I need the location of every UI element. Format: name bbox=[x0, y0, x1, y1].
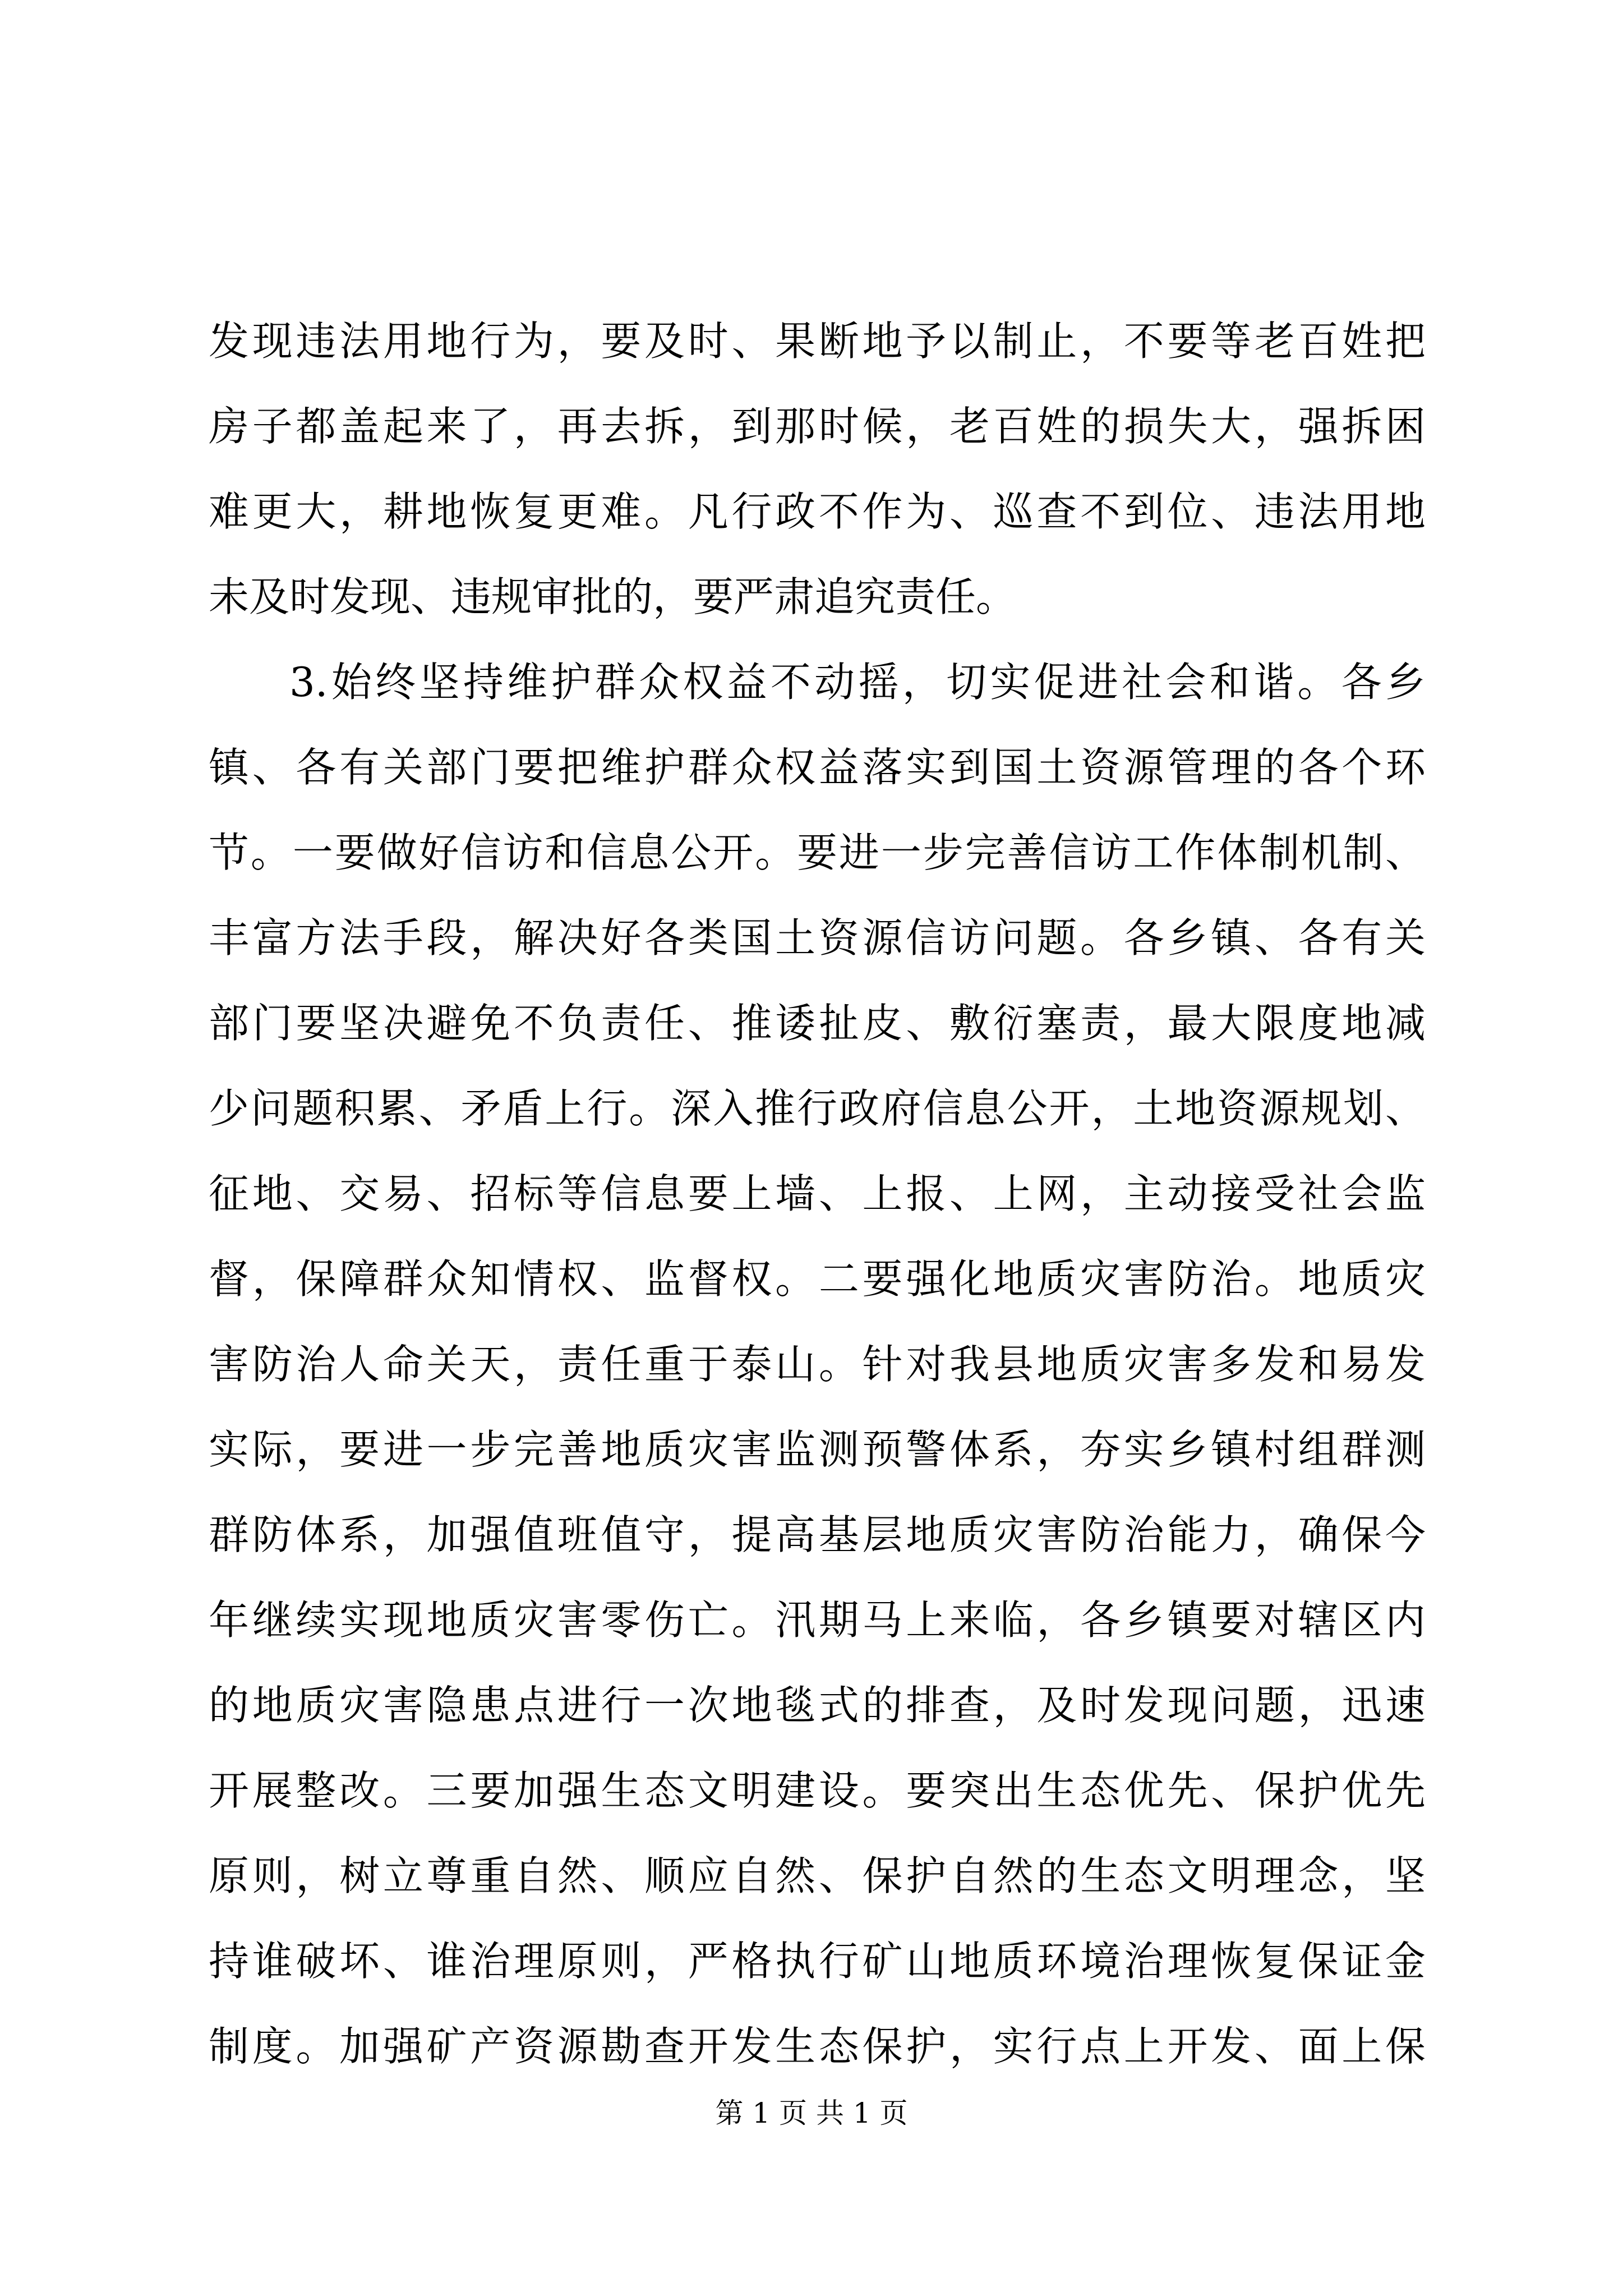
page-footer bbox=[0, 2093, 1623, 2133]
text-line: 原则，树立尊重自然、顺应自然、保护自然的生态文明理念，坚 bbox=[209, 1852, 1426, 1899]
text-line: 难更大，耕地恢复更难。凡行政不作为、巡查不到位、违法用地 bbox=[209, 488, 1426, 535]
text-line: 部门要坚决避免不负责任、推诿扯皮、敷衍塞责，最大限度地减 bbox=[209, 1000, 1426, 1047]
text-line: 少问题积累、矛盾上行。深入推行政府信息公开，土地资源规划、 bbox=[209, 1085, 1426, 1132]
text-line: 持谁破坏、谁治理原则，严格执行矿山地质环境治理恢复保证金 bbox=[209, 1938, 1426, 1985]
text-line: 开展整改。三要加强生态文明建设。要突出生态优先、保护优先 bbox=[209, 1767, 1426, 1814]
text-line: 制度。加强矿产资源勘查开发生态保护，实行点上开发、面上保 bbox=[209, 2023, 1426, 2070]
text-line: 征地、交易、招标等信息要上墙、上报、上网，主动接受社会监 bbox=[209, 1170, 1426, 1217]
text-line: 害防治人命关天，责任重于泰山。针对我县地质灾害多发和易发 bbox=[209, 1341, 1426, 1388]
text-line: 实际，要进一步完善地质灾害监测预警体系，夯实乡镇村组群测 bbox=[209, 1426, 1426, 1473]
text-line: 群防体系，加强值班值守，提高基层地质灾害防治能力，确保今 bbox=[209, 1511, 1426, 1558]
body-text bbox=[209, 298, 1426, 2089]
text-line: 年继续实现地质灾害零伤亡。汛期马上来临，各乡镇要对辖区内 bbox=[209, 1596, 1426, 1644]
text-line: 未及时发现、违规审批的，要严肃追究责任。 bbox=[209, 573, 1017, 620]
text-line: 房子都盖起来了，再去拆，到那时候，老百姓的损失大，强拆困 bbox=[209, 403, 1426, 450]
text-line: 发现违法用地行为，要及时、果断地予以制止，不要等老百姓把 bbox=[209, 318, 1426, 365]
text-line: 镇、各有关部门要把维护群众权益落实到国土资源管理的各个环 bbox=[209, 744, 1426, 791]
text-line: 的地质灾害隐患点进行一次地毯式的排查，及时发现问题，迅速 bbox=[209, 1682, 1426, 1729]
page-number-label: 第 1 页 共 1 页 bbox=[715, 2097, 908, 2129]
paragraph-start-line: 3.始终坚持维护群众权益不动摇，切实促进社会和谐。各乡 bbox=[289, 659, 1426, 706]
text-line: 节。一要做好信访和信息公开。要进一步完善信访工作体制机制、 bbox=[209, 829, 1426, 876]
text-line: 督，保障群众知情权、监督权。二要强化地质灾害防治。地质灾 bbox=[209, 1255, 1426, 1303]
text-line: 丰富方法手段，解决好各类国土资源信访问题。各乡镇、各有关 bbox=[209, 914, 1426, 961]
